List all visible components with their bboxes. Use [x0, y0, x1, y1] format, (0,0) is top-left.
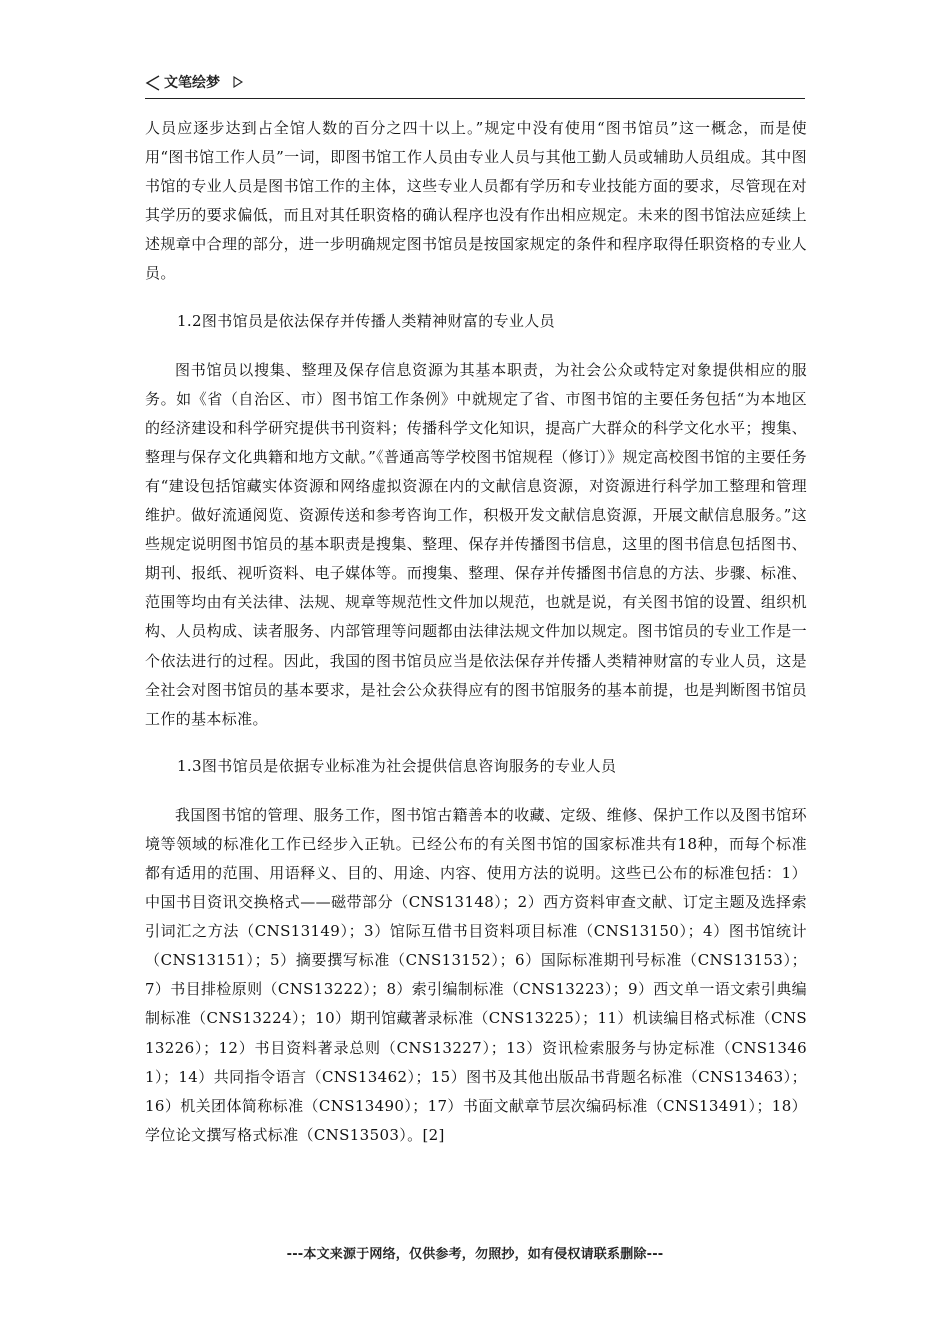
section-heading-1-3: 1.3图书馆员是依据专业标准为社会提供信息咨询服务的专业人员 — [177, 756, 617, 775]
document-body — [145, 114, 807, 1150]
page-header — [145, 72, 805, 99]
brand-name: 文笔绘梦 — [164, 75, 220, 91]
triangle-left-icon — [145, 74, 161, 92]
footer-notice: ---本文来源于网络，仅供参考，勿照抄，如有侵权请联系删除--- — [286, 1247, 664, 1262]
paragraph-3: 我国图书馆的管理、服务工作，图书馆古籍善本的收藏、定级、维修、保护工作以及图书馆环境等领域的标准化工作已经步入正轨。已经公布的有关图书馆的国家标准共有18种，而每个标准都有适用的范围、用语释义、目的、用途、内容、使用方法的说明。这些已公布的标准包括：1）中国书目资讯交换格式——磁带部分（CNS13148）；2）西方资料审查文献、订定主题及选择索引词汇之方法（CNS13149）；3）馆际互借书目资料项目标准（CNS13150）；4）图书馆统计（CNS13151）；5）摘要撰写标准（CNS13152）；6）国际标准期刊号标准（CNS13153）；7）书目排检原则（CNS13222）；8）索引编制标准（CNS13223）；9）西文单一语文索引典编制标准（CNS13224）；10）期刊馆藏著录标准（CNS13225）；11）机读编目格式标准（CNS13226）；12）书目资料著录总则（CNS13227）；13）资讯检索服务与协定标准（CNS13461）；14）共同指令语言（CNS13462）；15）图书及其他出版品书背题名标准（CNS13463）；16）机关团体简称标准（CNS13490）；17）书面文献章节层次编码标准（CNS13491）；18）学位论文撰写格式标准（CNS13503）。[2] — [145, 805, 807, 1144]
section-heading-1-2: 1.2图书馆员是依法保存并传播人类精神财富的专业人员 — [177, 311, 555, 330]
paragraph-2: 图书馆员以搜集、整理及保存信息资源为其基本职责，为社会公众或特定对象提供相应的服务。如《省（自治区、市）图书馆工作条例》中就规定了省、市图书馆的主要任务包括“为本地区的经济建设和科学研究提供书刊资料；传播科学文化知识，提高广大群众的科学文化水平；搜集、整理与保存文化典籍和地方文献。”《普通高等学校图书馆规程（修订）》规定高校图书馆的主要任务有“建设包括馆藏实体资源和网络虚拟资源在内的文献信息资源，对资源进行科学加工整理和管理维护。做好流通阅览、资源传送和参考咨询工作，积极开发文献信息资源，开展文献信息服务。”这些规定说明图书馆员的基本职责是搜集、整理、保存并传播图书信息，这里的图书信息包括图书、期刊、报纸、视听资料、电子媒体等。而搜集、整理、保存并传播图书信息的方法、步骤、标准、范围等均由有关法律、法规、规章等规范性文件加以规范，也就是说，有关图书馆的设置、组织机构、人员构成、读者服务、内部管理等问题都由法律法规文件加以规定。图书馆员的专业工作是一个依法进行的过程。因此，我国的图书馆员应当是依法保存并传播人类精神财富的专业人员，这是全社会对图书馆员的基本要求，是社会公众获得应有的图书馆服务的基本前提，也是判断图书馆员工作的基本标准。 — [145, 360, 807, 728]
triangle-right-icon — [233, 76, 243, 88]
paragraph-1: 人员应逐步达到占全馆人数的百分之四十以上。”规定中没有使用“图书馆员”这一概念，而是使用“图书馆工作人员”一词，即图书馆工作人员由专业人员与其他工勤人员或辅助人员组成。其中图书馆的专业人员是图书馆工作的主体，这些专业人员都有学历和专业技能方面的要求，尽管现在对其学历的要求偏低，而且对其任职资格的确认程序也没有作出相应规定。未来的图书馆法应延续上述规章中合理的部分，进一步明确规定图书馆员是按国家规定的条件和程序取得任职资格的专业人员。 — [145, 119, 807, 283]
